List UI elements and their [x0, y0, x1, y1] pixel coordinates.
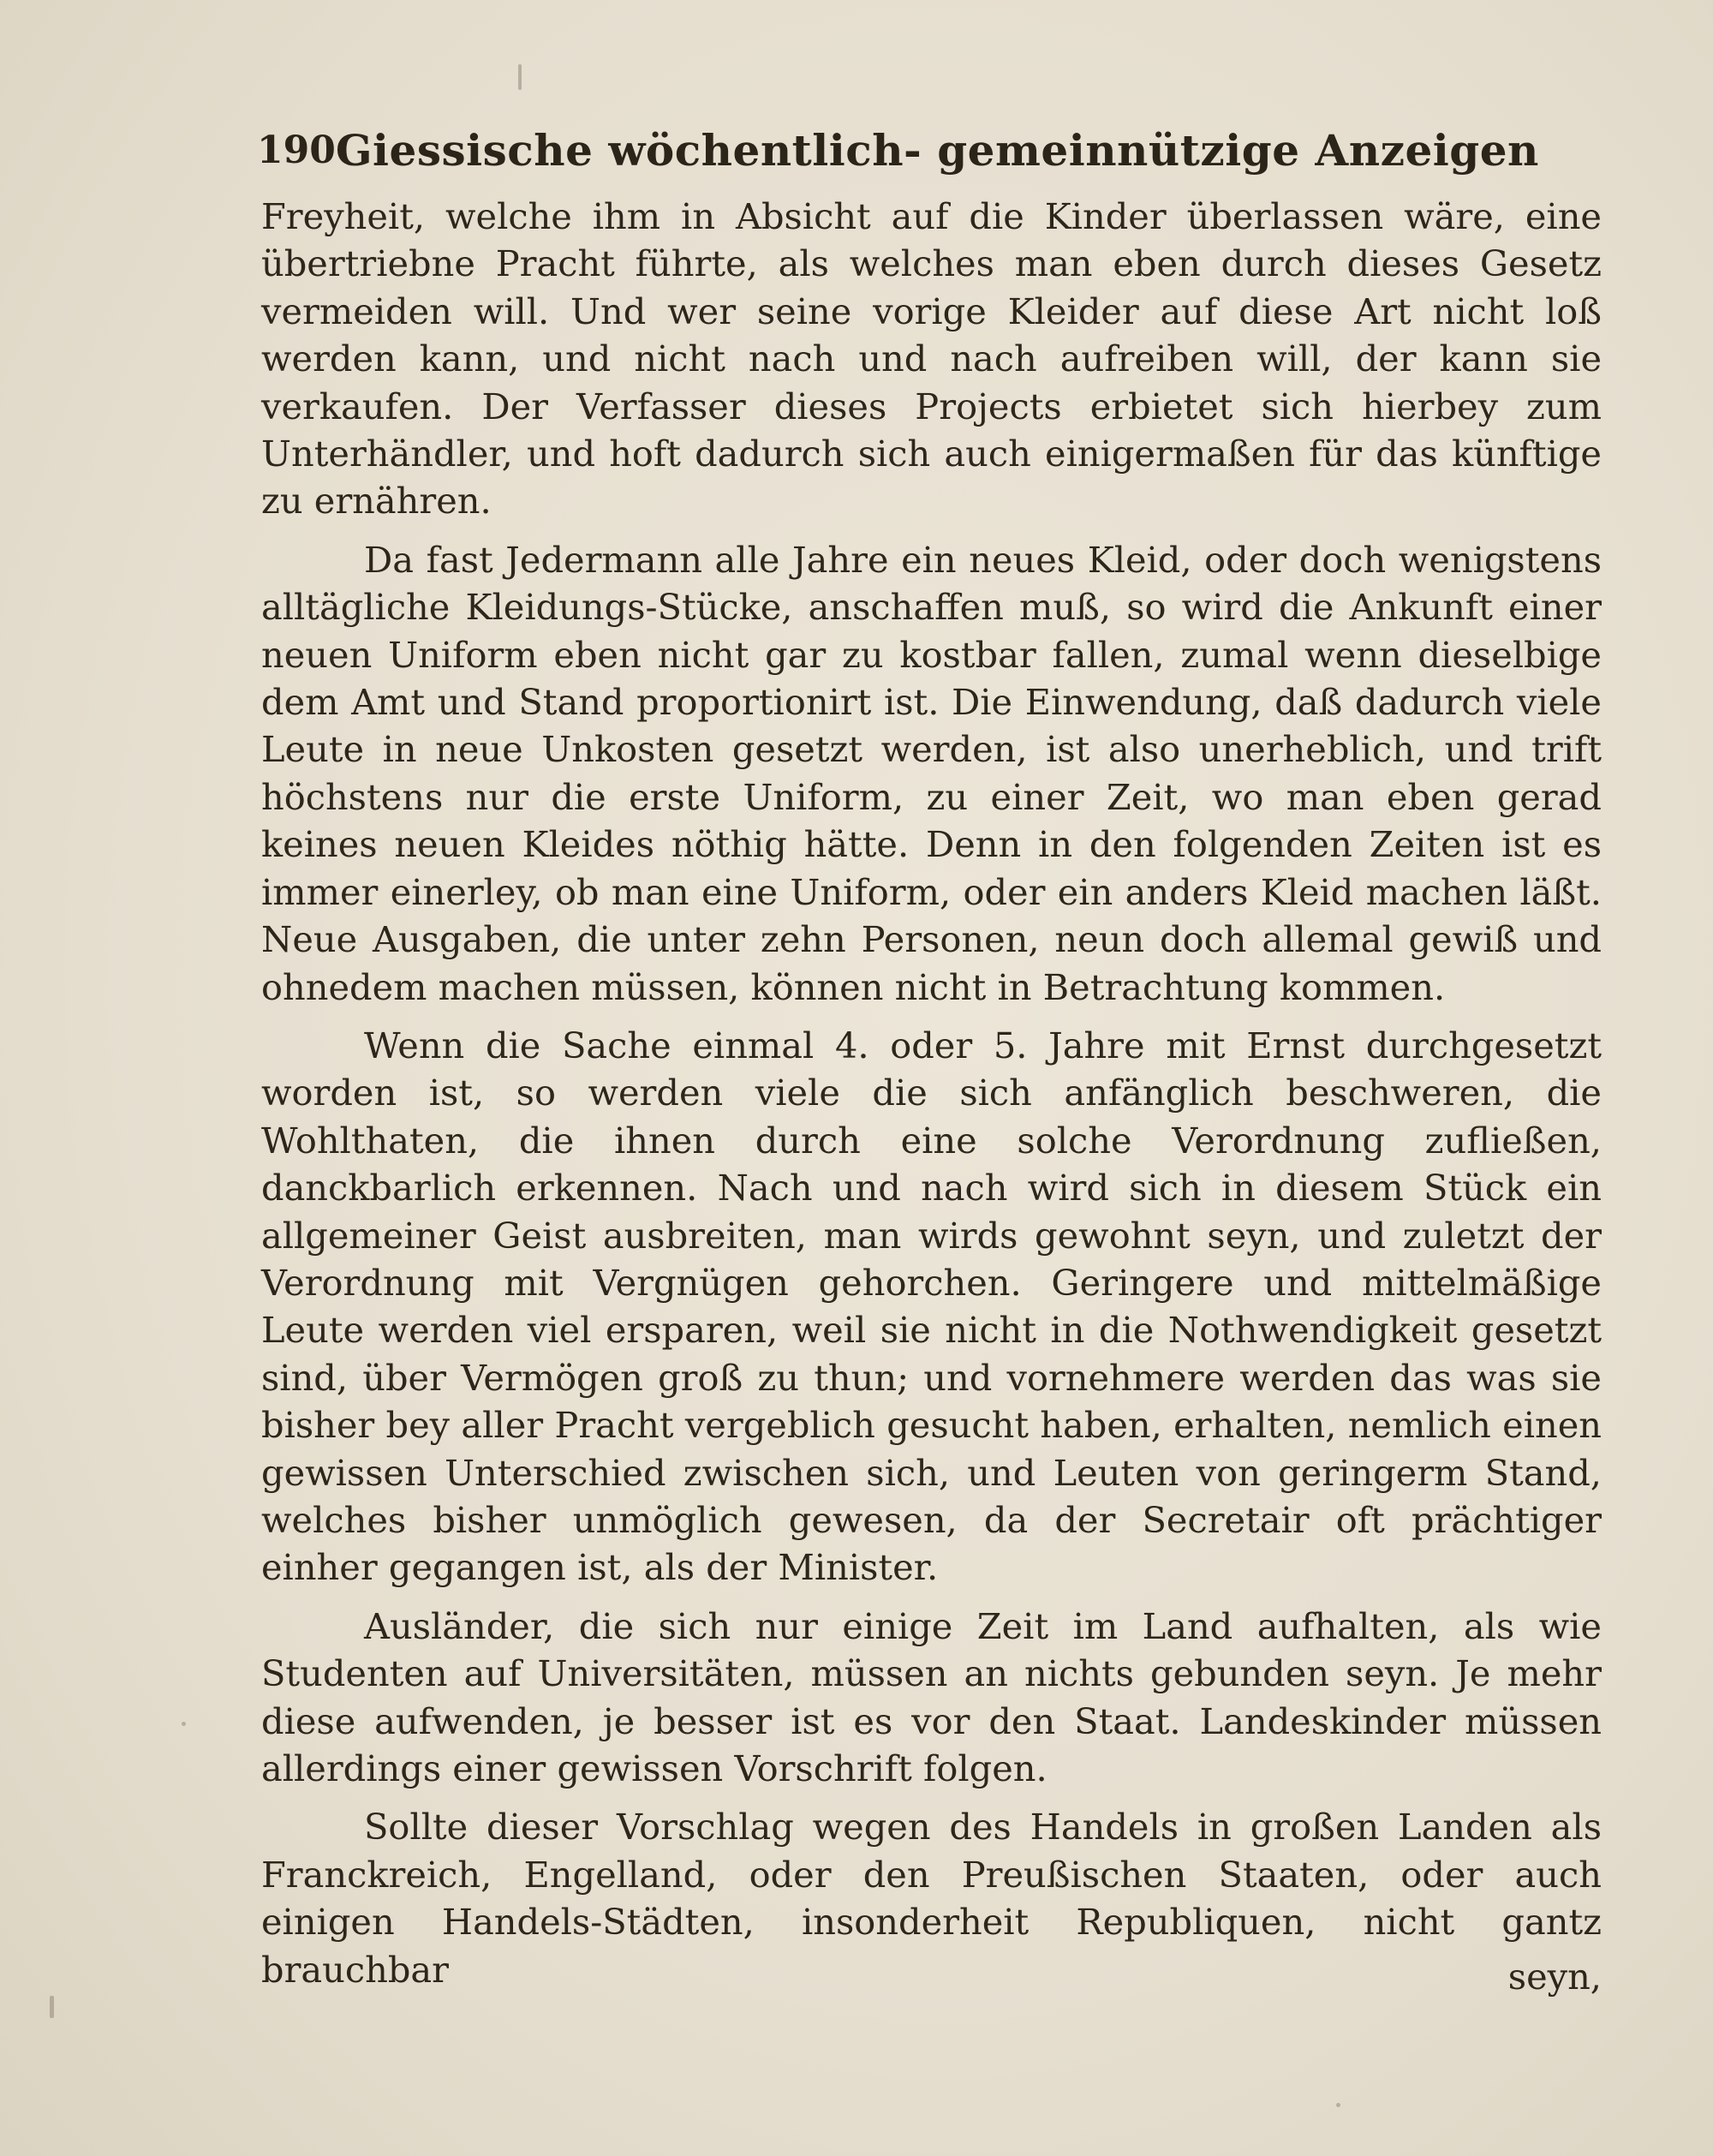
page-header	[257, 120, 1539, 180]
page-number: 190	[257, 128, 336, 172]
paper-speck	[1336, 2103, 1340, 2107]
catchword: seyn,	[1507, 1956, 1602, 1998]
running-title: Giessische wöchentlich- gemeinnützige Anzeigen	[335, 124, 1539, 176]
paragraph-4: Ausländer, die sich nur einige Zeit im Land aufhalten, als wie Studenten auf Universitäten, müssen an nichts gebunden seyn. Je mehr diese aufwenden, je besser ist es vor den Staat. Landeskinder müssen allerdings einer gewissen Vorschrift folgen.	[261, 1604, 1602, 1789]
paper-speck	[518, 64, 522, 90]
body-text	[261, 193, 1602, 1993]
paragraph-3: Wenn die Sache einmal 4. oder 5. Jahre mit Ernst durchgesetzt worden ist, so werden viele die sich anfänglich beschweren, die Wohlthaten, die ihnen durch eine solche Verordnung zufließen, danckbarlich erkennen. Nach und nach wird sich in diesem Stück ein allgemeiner Geist ausbreiten, man wirds gewohnt seyn, und zuletzt der Verordnung mit Vergnügen gehorchen. Geringere und mittelmäßige Leute werden viel ersparen, weil sie nicht in die Nothwendigkeit gesetzt sind, über Vermögen groß zu thun; und vornehmere werden das was sie bisher bey aller Pracht vergeblich gesucht haben, erhalten, nemlich einen gewissen Unterschied zwischen sich, und Leuten von geringerm Stand, welches bisher unmöglich gewesen, da der Secretair oft prächtiger einher gegangen ist, als der Minister.	[261, 1024, 1602, 1589]
paragraph-2: Da fast Jedermann alle Jahre ein neues Kleid, oder doch wenigstens alltägliche Kleidungs-Stücke, anschaffen muß, so wird die Ankunft einer neuen Uniform eben nicht gar zu kostbar fallen, zumal wenn dieselbige dem Amt und Stand proportionirt ist. Die Einwendung, daß dadurch viele Leute in neue Unkosten gesetzt werden, ist also unerheblich, und trift höchstens nur die erste Uniform, zu einer Zeit, wo man eben gerad keines neuen Kleides nöthig hätte. Denn in den folgenden Zeiten ist es immer einerley, ob man eine Uniform, oder ein anders Kleid machen läßt. Neue Ausgaben, die unter zehn Personen, neun doch allemal gewiß und ohnedem machen müssen, können nicht in Betrachtung kommen.	[261, 538, 1602, 1008]
paragraph-1: Freyheit, welche ihm in Absicht auf die Kinder überlassen wäre, eine übertriebne Pracht führte, als welches man eben durch dieses Gesetz vermeiden will. Und wer seine vorige Kleider auf diese Art nicht loß werden kann, und nicht nach und nach aufreiben will, der kann sie verkaufen. Der Verfasser dieses Projects erbietet sich hierbey zum Unterhändler, und hoft dadurch sich auch einigermaßen für das künftige zu ernähren.	[261, 195, 1602, 523]
paper-speck	[182, 1722, 186, 1726]
paragraph-5: Sollte dieser Vorschlag wegen des Handels in großen Landen als Franckreich, Engelland, oder den Preußischen Staaten, oder auch einigen Handels-Städten, insonderheit Republiquen, nicht gantz brauchbar	[261, 1806, 1602, 1991]
paper-speck	[50, 1996, 54, 2018]
